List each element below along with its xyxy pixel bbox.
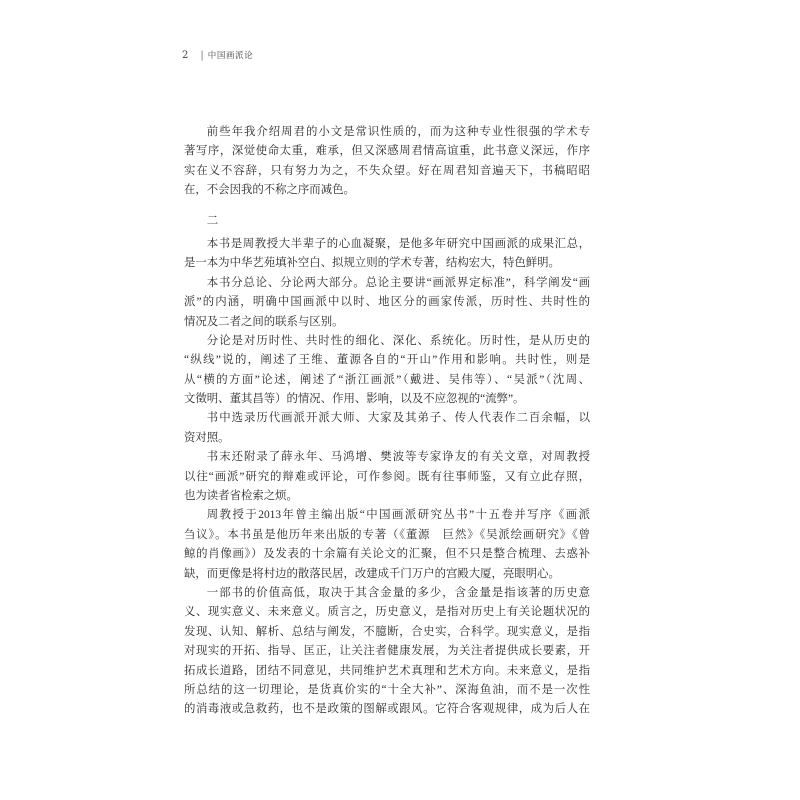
page-number: 2	[182, 49, 189, 61]
text-line: 书中选录历代画派开派大师、大家及其弟子、传人代表作二百余幅，以	[206, 412, 590, 425]
paragraph	[184, 506, 590, 584]
paragraph	[184, 448, 590, 506]
text-line: 本书是周教授大半辈子的心血凝聚，是他多年研究中国画派的成果汇总，	[206, 237, 590, 250]
text-line: 义、现实意义、未来意义。质言之，历史意义，是指对历史上有关论题状况的	[184, 606, 590, 619]
body-text	[184, 123, 590, 720]
text-line: 所总结的这一切理论，是货真价实的“十全大补”、深海鱼油，而不是一次性	[184, 683, 590, 696]
text-line: 也为读者省检索之烦。	[184, 490, 298, 503]
text-line: 缺，而更像是将村边的散落民居，改建成千门万户的宫殿大厦，亮眼明心。	[184, 567, 560, 580]
text-line: 著写序，深觉使命太重，难承，但又深感周君情高谊重，此书意义深远，作序	[184, 145, 590, 158]
text-line: 本书分总论、分论两大部分。总论主要讲“画派界定标准”，科学阐发“画	[206, 276, 590, 289]
text-line: 书末还附录了薛永年、马鸿增、樊波等专家诤友的有关文章，对周教授	[206, 451, 590, 464]
book-title: 中国画派论	[207, 51, 254, 61]
text-line: 是一本为中华艺苑填补空白、拟规立则的学术专著，结构宏大，特色鲜明。	[184, 257, 560, 270]
paragraph	[184, 409, 590, 448]
header-separator: |	[200, 49, 204, 61]
text-line: 周教授于2013年曾主编出版“中国画派研究丛书”十五卷并写序《画派	[206, 509, 590, 522]
text-line: 从“横的方面”论述，阐述了“浙江画派”（戴进、吴伟等）、“吴派”（沈周、	[184, 373, 590, 386]
text-line: 一部书的价值高低，取决于其含金量的多少，含金量是指该著的历史意	[206, 586, 590, 599]
text-line: 以往“画派”研究的辩难或评论，可作参阅。既有往事师鉴，又有立此存照，	[184, 470, 590, 483]
intro-paragraph	[184, 123, 590, 201]
text-line: 鲸的肖像画》）及发表的十余篇有关论文的汇聚，但不只是整合梳理、去惑补	[184, 548, 590, 561]
text-line: 刍议》。本书虽是他历年来出版的专著（《董源 巨然》《吴派绘画研究》《曾	[184, 528, 590, 541]
paragraph	[184, 584, 590, 720]
text-line: 发现、认知、解析、总结与阐发，不臆断，合史实，合科学。现实意义，是指	[184, 625, 590, 638]
text-line: 在，不会因我的不称之序而减色。	[184, 184, 355, 197]
paragraph	[184, 274, 590, 332]
text-line: 分论是对历时性、共时性的细化、深化、系统化。历时性，是从历史的	[206, 334, 590, 347]
paragraph	[184, 235, 590, 274]
text-line: 文徵明、董其昌等）的情况、作用、影响，以及不应忽视的“流弊”。	[184, 393, 525, 406]
section-heading: 二	[206, 214, 219, 227]
text-line: 实在义不容辞，只有努力为之，不失众望。好在周君知音遍天下，书稿昭昭	[184, 164, 590, 177]
text-line: 对现实的开拓、指导、匡正，让关注者健康发展，为关注者提供成长要素，开	[184, 645, 590, 658]
text-line: 资对照。	[184, 431, 230, 444]
text-line: 情况及二者之间的联系与区别。	[184, 315, 344, 328]
text-line: 的消毒液或急救药，也不是政策的图解或跟风。它符合客观规律，成为后人在	[184, 703, 590, 716]
text-line: “纵线”说的，阐述了王维、董源各自的“开山”作用和影响。共时性，则是	[184, 354, 590, 367]
text-line: 派”的内涵，明确中国画派中以时、地区分的画家传派，历时性、共时性的	[184, 296, 590, 309]
running-header	[182, 47, 253, 63]
text-line: 拓成长道路，团结不同意见，共同维护艺术真理和艺术方向。未来意义，是指	[184, 664, 590, 677]
paragraph	[184, 332, 590, 410]
text-line: 前些年我介绍周君的小文是常识性质的，而为这种专业性很强的学术专	[206, 126, 590, 138]
